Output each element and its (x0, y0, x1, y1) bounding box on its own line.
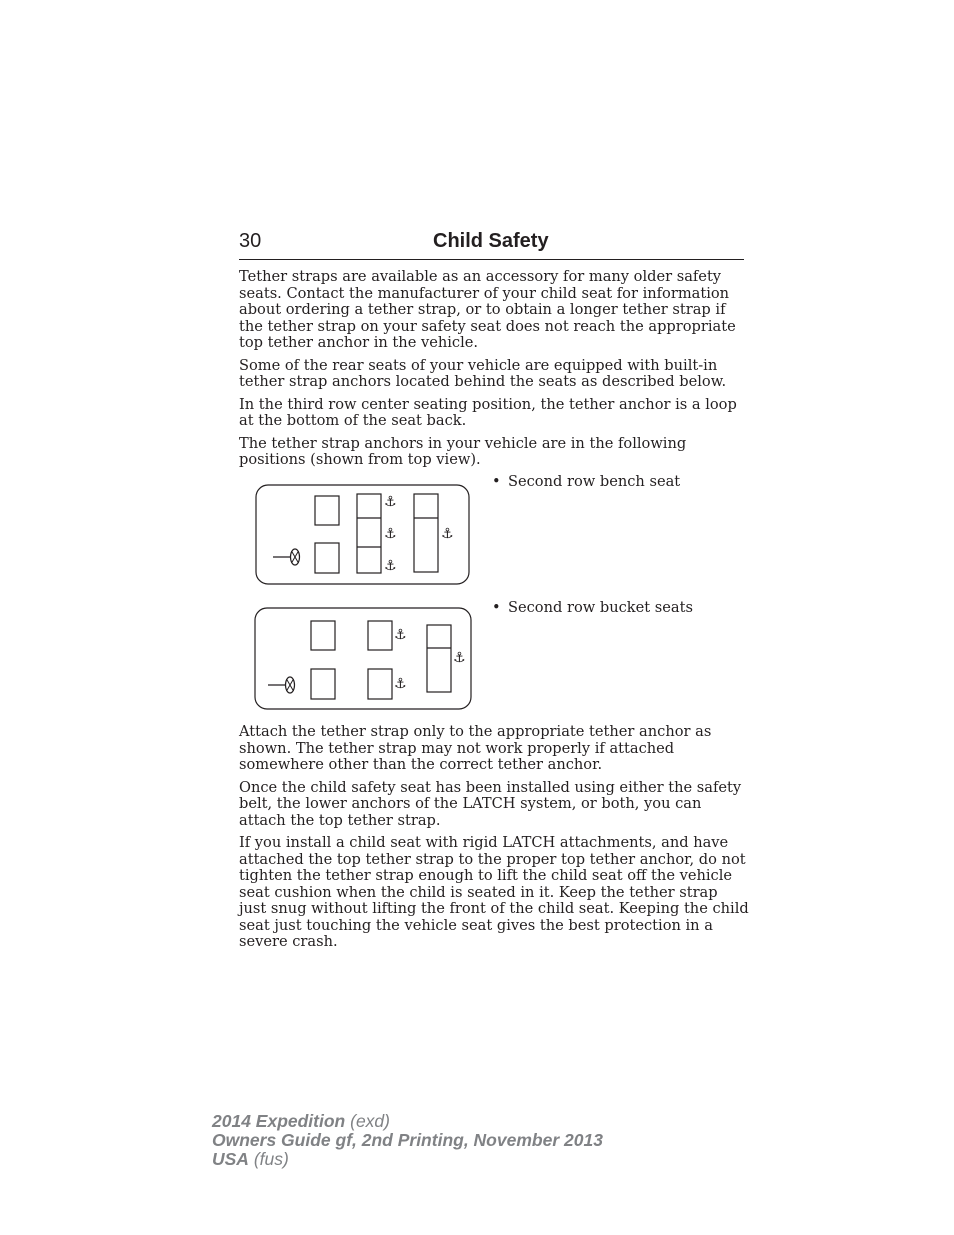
anchor-icon: ⚓ (394, 676, 407, 692)
bench-seat-diagram (255, 484, 471, 586)
anchor-icon: ⚓ (441, 526, 454, 542)
driver-seat (311, 669, 335, 699)
bucket-seat-diagram (254, 607, 473, 711)
second-row-bucket-right (368, 621, 392, 650)
footer-model: 2014 Expedition (212, 1111, 346, 1131)
second-row-bucket-left (368, 669, 392, 699)
bullet-label: Second row bench seat (508, 473, 681, 490)
third-row-bench (414, 494, 438, 572)
front-passenger-seat (311, 621, 335, 650)
footer-guide: Owners Guide gf, 2nd Printing, November 2013 (212, 1130, 603, 1150)
second-row-bench (357, 494, 381, 573)
paragraph: Tether straps are available as an accessory for many older safety seats. Contact the manufacturer of your child seat for information about ordering a tether strap, or to obtain a longer tether strap if the tether strap on your safety seat does not reach the appropriate top tether anchor in the vehicle. (239, 268, 736, 351)
intro-text (239, 269, 749, 475)
page-footer (212, 1112, 603, 1169)
footer-model-code: (exd) (350, 1111, 390, 1131)
paragraph: Some of the rear seats of your vehicle are equipped with built-in tether strap anchors located behind the seats as described below. (239, 356, 727, 390)
anchor-icon: ⚓ (384, 558, 397, 574)
third-row-bench (427, 625, 451, 692)
anchor-icon: ⚓ (384, 526, 397, 542)
anchor-icon: ⚓ (394, 627, 407, 643)
closing-text (239, 724, 749, 957)
bullet-label: Second row bucket seats (508, 599, 693, 616)
bullet-icon: • (492, 473, 501, 490)
driver-seat (315, 543, 339, 573)
footer-market: USA (212, 1149, 249, 1169)
front-passenger-seat (315, 496, 339, 525)
page-header (239, 229, 744, 260)
paragraph: In the third row center seating position, the tether anchor is a loop at the bottom of the seat back. (239, 395, 737, 429)
bullet-bench (492, 474, 680, 491)
paragraph: If you install a child seat with rigid LATCH attachments, and have attached the top tether strap to the proper top tether anchor, do not tighten the tether strap enough to lift the child seat off the vehicle seat cushion when the child is seated in it. Keep the tether strap just snug without lifting the front of the child seat. Keeping the child seat just touching the vehicle seat gives the best protection in a severe crash. (239, 834, 749, 950)
vehicle-outline (256, 485, 469, 584)
footer-market-code: (fus) (253, 1149, 289, 1169)
bullet-icon: • (492, 599, 501, 616)
paragraph: The tether strap anchors in your vehicle are in the following positions (shown from top view). (239, 434, 687, 468)
bullet-bucket (492, 600, 693, 617)
page-title: Child Safety (433, 230, 549, 252)
anchor-icon: ⚓ (453, 650, 466, 666)
page-number: 30 (239, 230, 262, 252)
anchor-icon: ⚓ (384, 494, 397, 510)
paragraph: Attach the tether strap only to the appropriate tether anchor as shown. The tether strap may not work properly if attached somewhere other than the correct tether anchor. (239, 723, 712, 773)
paragraph: Once the child safety seat has been installed using either the safety belt, the lower anchors of the LATCH system, or both, you can attach the top tether strap. (239, 778, 742, 829)
vehicle-outline (255, 608, 471, 709)
